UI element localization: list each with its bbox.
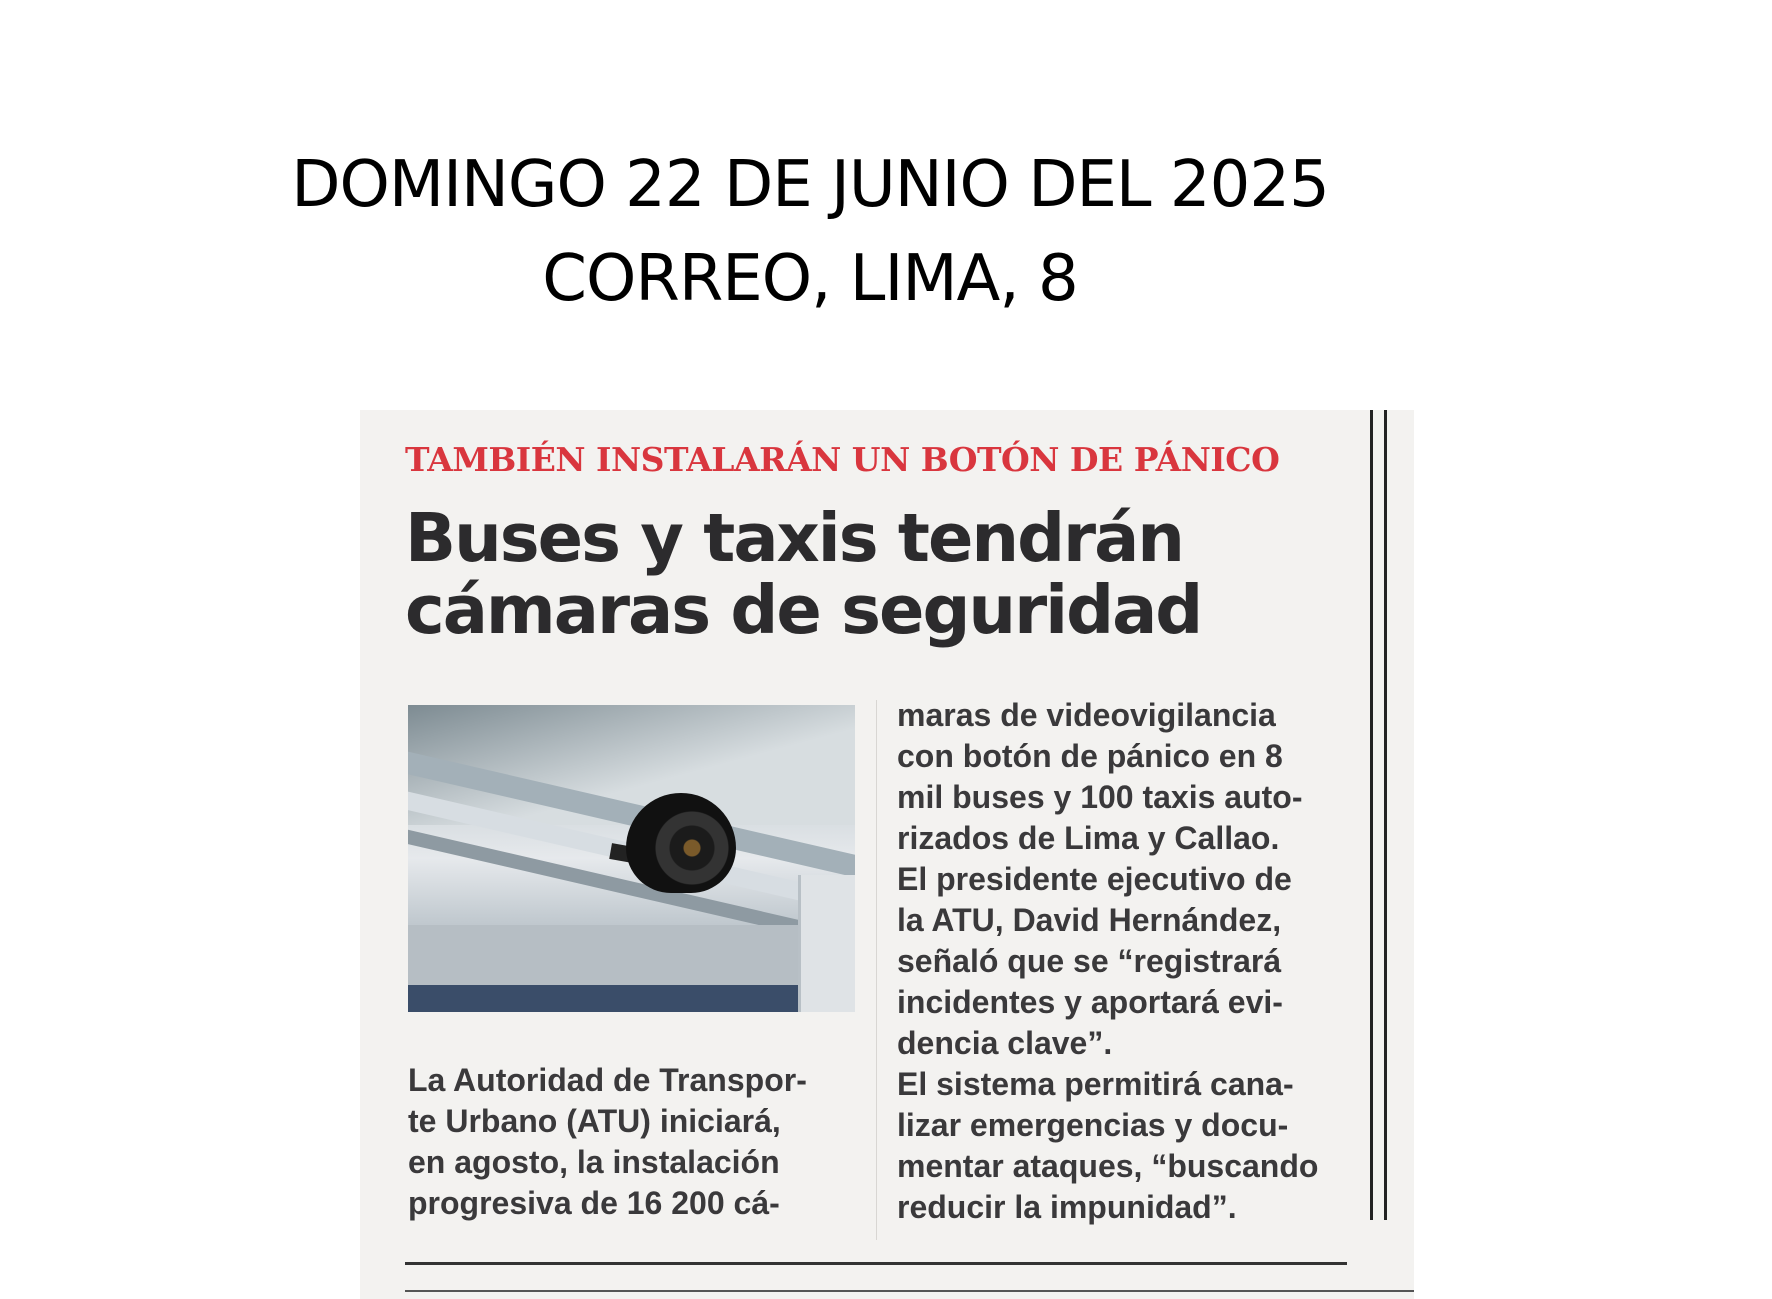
source-line: CORREO, LIMA, 8	[542, 242, 1078, 316]
body-line: con botón de pánico en 8	[897, 738, 1283, 774]
article-body-left	[408, 1060, 868, 1224]
body-line: señaló que se “registrará	[897, 943, 1282, 979]
body-line: te Urbano (ATU) iniciará,	[408, 1103, 781, 1139]
body-line: El sistema permitirá cana-	[897, 1066, 1294, 1102]
column-rule	[1370, 410, 1373, 1220]
headline-line: cámaras de seguridad	[405, 571, 1202, 649]
body-line: mil buses y 100 taxis auto-	[897, 779, 1303, 815]
headline-line: Buses y taxis tendrán	[405, 499, 1183, 577]
body-line: la ATU, David Hernández,	[897, 902, 1282, 938]
article-headline	[405, 499, 1305, 649]
body-line: progresiva de 16 200 cá-	[408, 1185, 780, 1221]
body-line: mentar ataques, “buscando	[897, 1148, 1319, 1184]
column-rule	[1384, 410, 1387, 1220]
body-line: El presidente ejecutivo de	[897, 861, 1292, 897]
bottom-rule	[405, 1262, 1347, 1265]
body-line: incidentes y aportará evi-	[897, 984, 1283, 1020]
article-body-right	[897, 695, 1357, 1228]
body-line: La Autoridad de Transpor-	[408, 1062, 807, 1098]
column-divider	[876, 700, 877, 1240]
security-camera-icon	[626, 793, 736, 893]
body-line: maras de videovigilancia	[897, 697, 1276, 733]
bus-camera-photo	[408, 705, 855, 1012]
body-line: rizados de Lima y Callao.	[897, 820, 1280, 856]
newspaper-clipping	[360, 410, 1414, 1299]
body-line: reducir la impunidad”.	[897, 1189, 1237, 1225]
body-line: dencia clave”.	[897, 1025, 1113, 1061]
body-line: en agosto, la instalación	[408, 1144, 780, 1180]
date-line: DOMINGO 22 DE JUNIO DEL 2025	[291, 148, 1329, 222]
body-line: lizar emergencias y docu-	[897, 1107, 1289, 1143]
article-kicker: TAMBIÉN INSTALARÁN UN BOTÓN DE PÁNICO	[405, 440, 1280, 479]
bottom-rule	[405, 1290, 1414, 1292]
